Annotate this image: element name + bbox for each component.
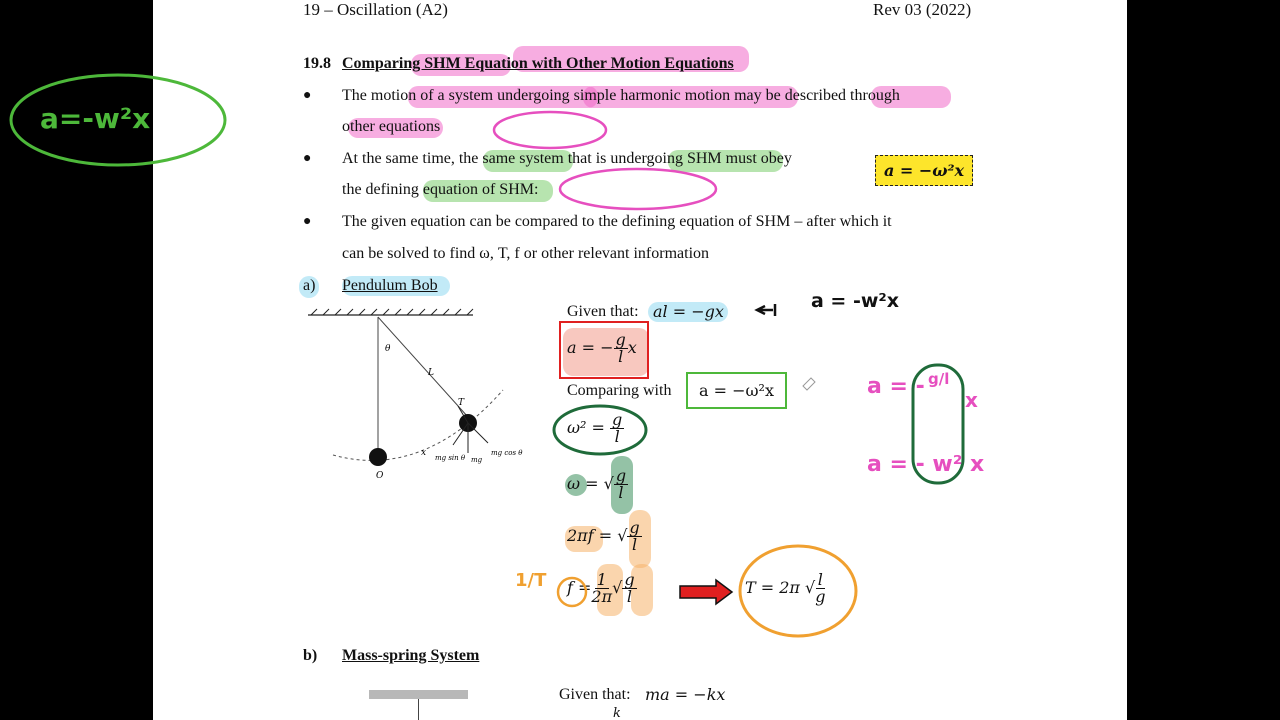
mg-cos-label: mg cos θ	[491, 449, 523, 457]
part-b-label: b)	[303, 647, 318, 664]
ink-overlay	[153, 0, 1127, 720]
ink-green-note: a=-w²x	[40, 102, 151, 135]
part-a-label: a)	[303, 277, 316, 294]
given-label-a: Given that:	[567, 303, 639, 320]
omega-eq: ω = √ $\frac{g}{l}$	[567, 466, 627, 502]
bullet-dot: ●	[303, 88, 312, 103]
bullet-2-line-1: At the same time, the same system that is undergoing SHM must obey	[342, 150, 792, 167]
given-equation-b: ma = −kx	[645, 685, 726, 704]
ink-orange-frac: 1/T	[515, 570, 547, 591]
bullet-3-line-2: can be solved to find ω, T, f or other relevant information	[342, 245, 710, 262]
period-equation: T = 2π √ $\frac{l}{g}$	[745, 570, 826, 606]
given-label-b: Given that:	[559, 686, 631, 703]
comparing-label: Comparing with	[567, 382, 672, 399]
header-left: 19 – Oscillation (A2)	[303, 0, 448, 19]
mg-label: mg	[471, 456, 483, 464]
shm-equation-box: a = −ω²x	[875, 155, 973, 186]
bullet-dot: ●	[303, 214, 312, 229]
ink-pink-x: x	[965, 388, 978, 412]
frequency-eq: f = $\frac{1}{2\pi}$ √ $\frac{g}{l}$	[567, 570, 635, 606]
bullet-1-line-1: The motion of a system undergoing simple harmonic motion may be described through	[342, 87, 900, 104]
mg-sin-label: mg sin θ	[435, 454, 466, 462]
x-label: x	[421, 448, 427, 458]
tension-label: T	[458, 398, 465, 408]
ink-pink-frac: g/l	[928, 370, 950, 388]
section-title: Comparing SHM Equation with Other Motion Equations	[342, 55, 734, 72]
header-right: Rev 03 (2022)	[873, 0, 972, 19]
ink-note-black: a = -w²x	[811, 290, 899, 312]
partial-k: k	[613, 706, 621, 720]
omega-squared-eq: ω² = $\frac{g}{l}$	[567, 410, 623, 446]
two-pi-f-eq: 2πf = √ $\frac{g}{l}$	[567, 518, 640, 554]
bullet-3-line-1: The given equation can be compared to the defining equation of SHM – after which it	[342, 213, 892, 230]
section-number: 19.8	[303, 55, 331, 72]
bullet-2-line-2: the defining equation of SHM:	[342, 181, 539, 198]
theta-label: θ	[385, 344, 391, 354]
ink-pink-bottom: a = - w² x	[867, 452, 985, 477]
ink-pink-top: a = -	[867, 374, 925, 399]
document-page	[153, 0, 1127, 720]
part-a-title: Pendulum Bob	[342, 277, 438, 294]
comparing-equation-box: a = −ω²x	[686, 372, 787, 409]
bullet-1-line-2: other equations	[342, 118, 441, 135]
bullet-dot: ●	[303, 151, 312, 166]
given-equation-a: al = −gx	[653, 302, 724, 321]
length-label: L	[428, 368, 434, 378]
part-b-title: Mass-spring System	[342, 647, 480, 664]
accel-equation: a = − $\frac{g}{l}$ x	[567, 330, 637, 366]
origin-label: O	[376, 471, 384, 481]
